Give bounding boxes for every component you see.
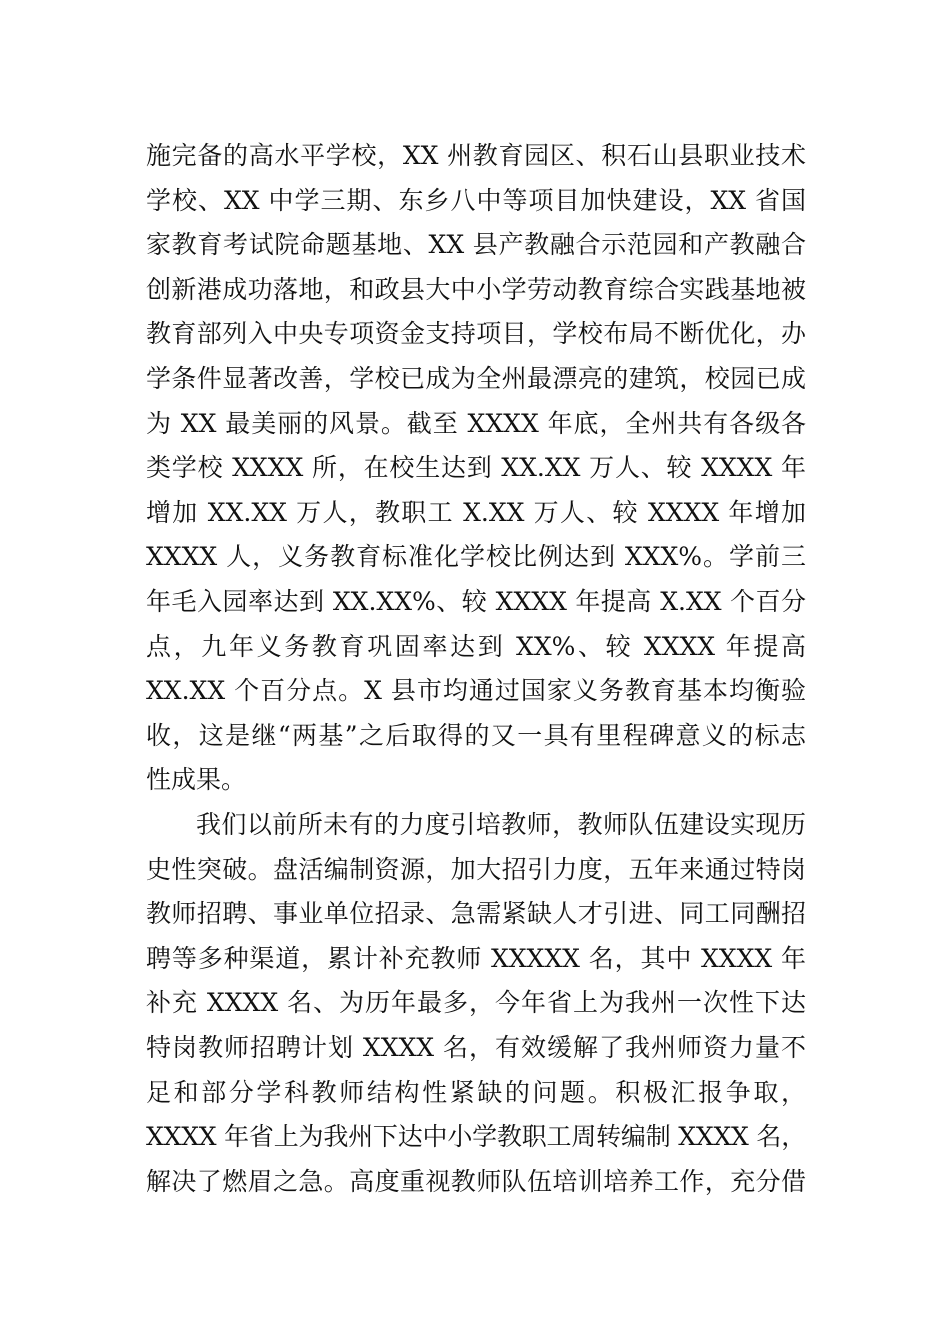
text-line: 聘等多种渠道，累计补充教师 XXXXX 名，其中 XXXX 年: [146, 943, 806, 973]
text-line: 类学校 XXXX 所，在校生达到 XX.XX 万人、较 XXXX 年: [146, 453, 806, 483]
text-line: 点，九年义务教育巩固率达到 XX%、较 XXXX 年提高: [146, 631, 806, 661]
text-line: 学校、XX 中学三期、东乡八中等项目加快建设，XX 省国: [146, 185, 806, 215]
text-line: XXXX 年省上为我州下达中小学教职工周转编制 XXXX 名，: [146, 1122, 806, 1152]
paragraph-teacher-recruitment: [146, 803, 806, 1204]
text-line: 为 XX 最美丽的风景。截至 XXXX 年底，全州共有各级各: [146, 408, 806, 438]
text-line: 增加 XX.XX 万人，教职工 X.XX 万人、较 XXXX 年增加: [146, 497, 806, 527]
text-line: 我们以前所未有的力度引培教师，教师队伍建设实现历: [196, 810, 806, 839]
text-line: 家教育考试院命题基地、XX 县产教融合示范园和产教融合: [146, 230, 806, 260]
text-line: 收，这是继“两基”之后取得的又一具有里程碑意义的标志: [146, 720, 806, 750]
text-line: 补充 XXXX 名、为历年最多，今年省上为我州一次性下达: [146, 988, 806, 1018]
text-line: 施完备的高水平学校，XX 州教育园区、积石山县职业技术: [146, 141, 806, 170]
text-line: 特岗教师招聘计划 XXXX 名，有效缓解了我州师资力量不: [146, 1032, 806, 1062]
text-line: 年毛入园率达到 XX.XX%、较 XXXX 年提高 X.XX 个百分: [146, 586, 806, 616]
text-line: 解决了燃眉之急。高度重视教师队伍培训培养工作，充分借: [146, 1166, 806, 1196]
text-line: 性成果。: [146, 765, 247, 795]
text-line: XXXX 人，义务教育标准化学校比例达到 XXX%。学前三: [146, 542, 806, 572]
text-line: 足和部分学科教师结构性紧缺的问题。积极汇报争取，: [146, 1077, 806, 1107]
text-line: 教师招聘、事业单位招录、急需紧缺人才引进、同工同酬招: [146, 899, 806, 929]
text-line: XX.XX 个百分点。X 县市均通过国家义务教育基本均衡验: [146, 676, 806, 706]
text-line: 创新港成功落地，和政县大中小学劳动教育综合实践基地被: [146, 274, 806, 304]
text-line: 学条件显著改善，学校已成为全州最漂亮的建筑，校园已成: [146, 363, 806, 393]
text-line: 史性突破。盘活编制资源，加大招引力度，五年来通过特岗: [146, 854, 806, 884]
text-line: 教育部列入中央专项资金支持项目，学校布局不断优化，办: [146, 319, 806, 349]
paragraph-school-construction: [146, 134, 806, 803]
